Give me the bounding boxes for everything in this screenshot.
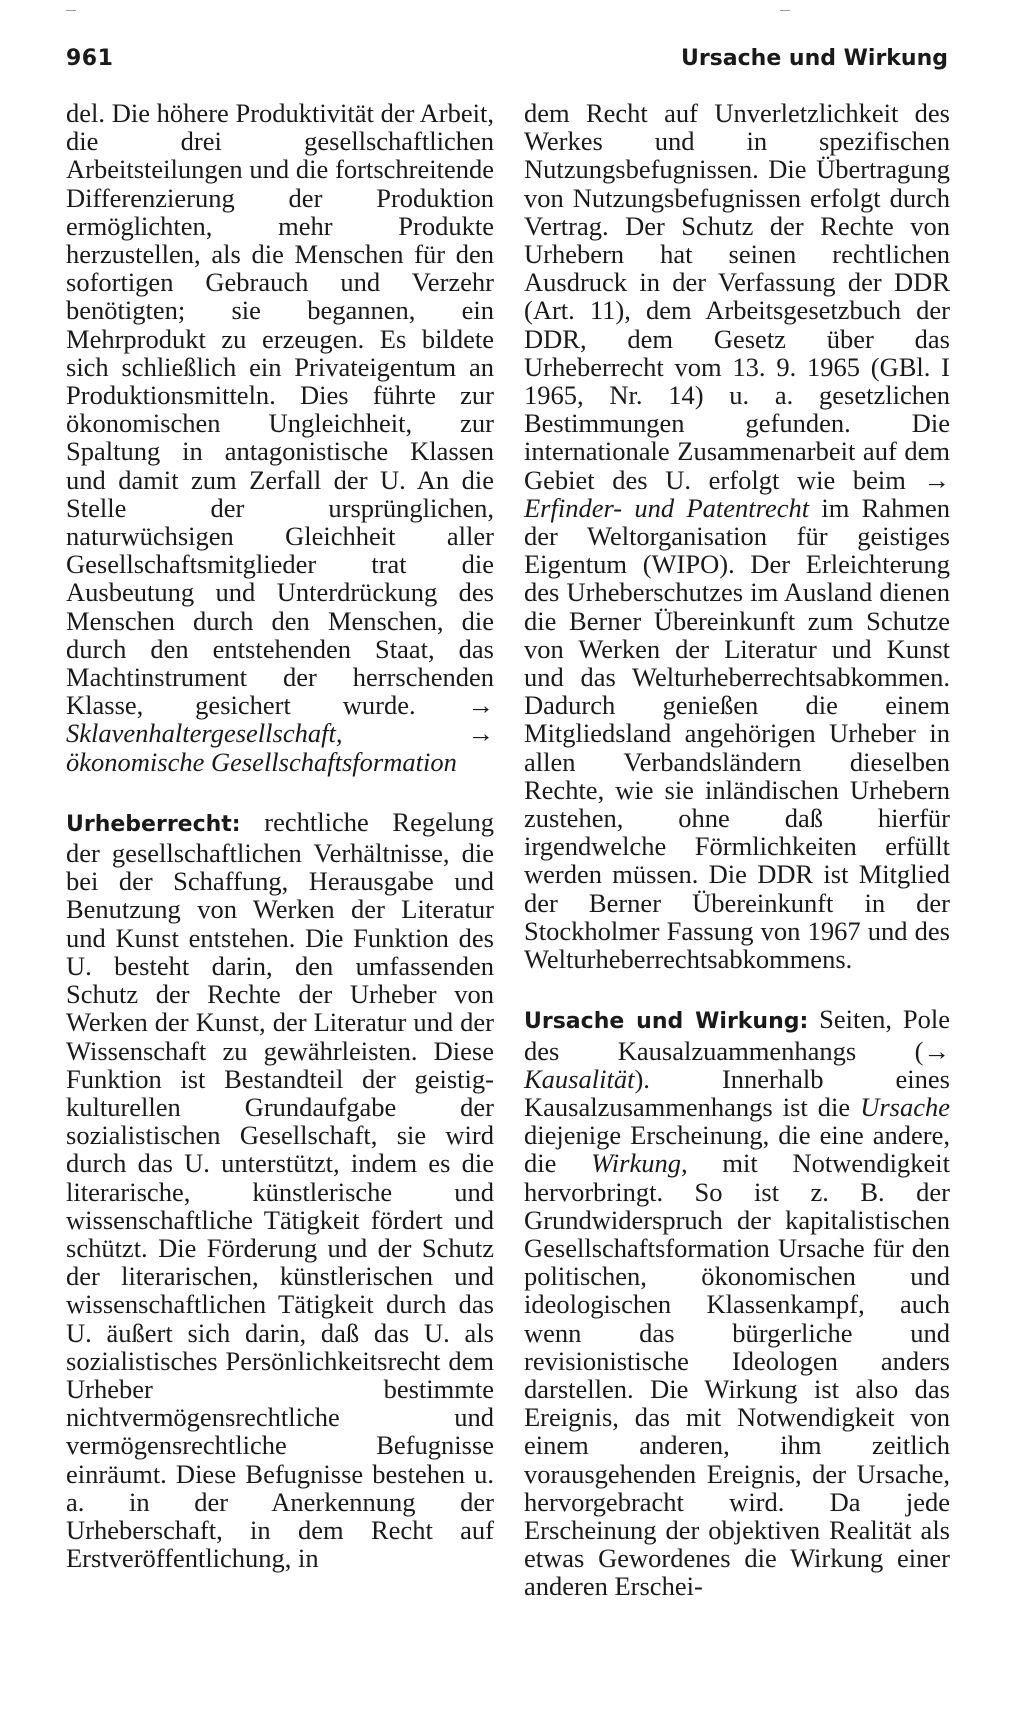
cross-ref-link[interactable]: Kausalität <box>524 1063 635 1094</box>
cross-ref-arrow: → <box>923 1035 950 1066</box>
running-head: Ursache und Wirkung <box>680 46 948 71</box>
entry-text: mit Notwendigkeit hervorbringt. So ist z. B. der Grundwiderspruch der kapitalistischen Gesellschaftsformation Ursache für den politischen, ökonomischen und ideologischen Klassenkampf, auch wenn das bürgerliche und revisionistische Ideologen anders darstellen. Die Wirkung ist also das Ereignis, das mit Notwendigkeit von einem anderen, ihm zeitlich vorausgehenden Ereignis, der Ursache, hervorgebracht wird. Da jede Erscheinung der objektiven Realität als etwas Gewordenes die Wirkung einer anderen Erschei- <box>524 1148 950 1602</box>
entry-text: diejenige Erscheinung, die eine andere, die <box>524 1120 950 1179</box>
paragraph-gap <box>524 973 950 1005</box>
paragraph-gap <box>66 776 494 808</box>
right-column <box>524 99 950 1601</box>
paragraph-text: del. Die höhere Produktivität der Arbeit, die drei gesellschaftlichen Arbeitsteilungen und die fortschreitende Differenzierung der Produktion ermöglichten, mehr Produkte herzustellen, als die Menschen für den sofortigen Gebrauch und Verzehr benötigten; sie begannen, ein Mehrprodukt zu erzeugen. Es bildete sich schließlich ein Privateigentum an Produktionsmitteln. Dies führte zur ökonomischen Ungleichheit, zur Spaltung in antagonistische Klassen und damit zum Zerfall der U. An die Stelle der ursprünglichen, naturwüchsigen Gleichheit aller Gesellschaftsmitglieder trat die Ausbeutung und Unterdrückung des Menschen durch den Menschen, die durch den entstehenden Staat, das Machtinstrument der herrschenden Klasse, gesichert wurde. <box>66 98 494 721</box>
dictionary-entry <box>524 1005 950 1600</box>
crop-mark <box>66 10 76 11</box>
entry-text: Seiten, Pole des Kausalzuammenhangs ( <box>524 1004 950 1066</box>
crop-mark <box>780 10 790 11</box>
dictionary-entry <box>66 808 494 1572</box>
cross-ref-arrow: → <box>467 690 494 721</box>
entry-text: ). Innerhalb eines Kausalzusammenhangs ist die <box>524 1063 950 1122</box>
entry-term: Urheberrecht: <box>66 811 241 837</box>
entry-text: rechtliche Regelung der gesellschaftlichen Verhältnisse, die bei der Schaffung, Herausgabe und Benutzung von Werken der Literatur und Kunst entstehen. Die Funktion des U. besteht darin, den umfassenden Schutz der Rechte der Urheber von Werken der Kunst, der Literatur und der Wissenschaft zu gewährleisten. Diese Funktion ist Bestandteil der geistig-kulturellen Grundaufgabe der sozialistischen Gesellschaft, sie wird durch das U. unterstützt, indem es die literarische, künstlerische und wissenschaftliche Tätigkeit fördert und schützt. Die Förderung und der Schutz der literarischen, künstlerischen und wissenschaftlichen Tätigkeit durch das U. äußert sich darin, daß das U. als sozialistisches Persönlichkeitsrecht dem Urheber bestimmte nichtvermögensrechtliche und vermögensrechtliche Befugnisse einräumt. Diese Befugnisse bestehen u. a. in der Anerkennung der Urheberschaft, in dem Recht auf Erstveröffentlichung, in <box>66 806 494 1574</box>
emphasis-term: Ursache <box>860 1091 950 1122</box>
cross-ref-link[interactable]: ökonomische Gesellschaftsformation <box>66 746 457 777</box>
cross-ref-link[interactable]: Erfinder- und Patentrecht <box>524 492 810 523</box>
paragraph-text: im Rahmen der Weltorganisation für geistiges Eigentum (WIPO). Der Erleichterung des Urheberschutzes im Ausland dienen die Berner Übereinkunft zum Schutze von Werken der Literatur und Kunst und das Welturheberrechtsabkommen. Dadurch genießen die einem Mitgliedsland angehörigen Urheber in allen Verbandsländern dieselben Rechte, wie sie inländischen Urhebern zustehen, ohne daß hierfür irgendwelche Förmlichkeiten erfüllt werden müssen. Die DDR ist Mitglied der Berner Übereinkunft in der Stockholmer Fassung von 1967 und des Welturheberrechtsabkommens. <box>524 492 950 975</box>
cross-ref-arrow: → <box>923 464 951 495</box>
cross-ref-link[interactable]: Sklavenhaltergesellschaft, <box>66 718 343 749</box>
paragraph-continued <box>524 99 950 973</box>
entry-term: Ursache und Wirkung: <box>524 1009 809 1035</box>
page-number: 961 <box>66 46 114 71</box>
paragraph-text: dem Recht auf Unverletzlichkeit des Werkes und in spezifischen Nutzungsbefugnissen. Die Übertragung von Nutzungsbefugnissen erfolgt durch Vertrag. Der Schutz der Rechte von Urhebern hat seinen rechtlichen Ausdruck in der Verfassung der DDR (Art. 11), dem Arbeitsgesetzbuch der DDR, dem Gesetz über das Urheberrecht vom 13. 9. 1965 (GBl. I 1965, Nr. 14) u. a. gesetzlichen Bestimmungen gefunden. Die internationale Zusammenarbeit auf dem Gebiet des U. erfolgt wie beim <box>524 98 950 495</box>
emphasis-term: Wirkung, <box>591 1148 688 1179</box>
left-column <box>66 99 494 1572</box>
cross-ref-arrow: → <box>467 718 494 749</box>
paragraph-continued <box>66 99 494 776</box>
